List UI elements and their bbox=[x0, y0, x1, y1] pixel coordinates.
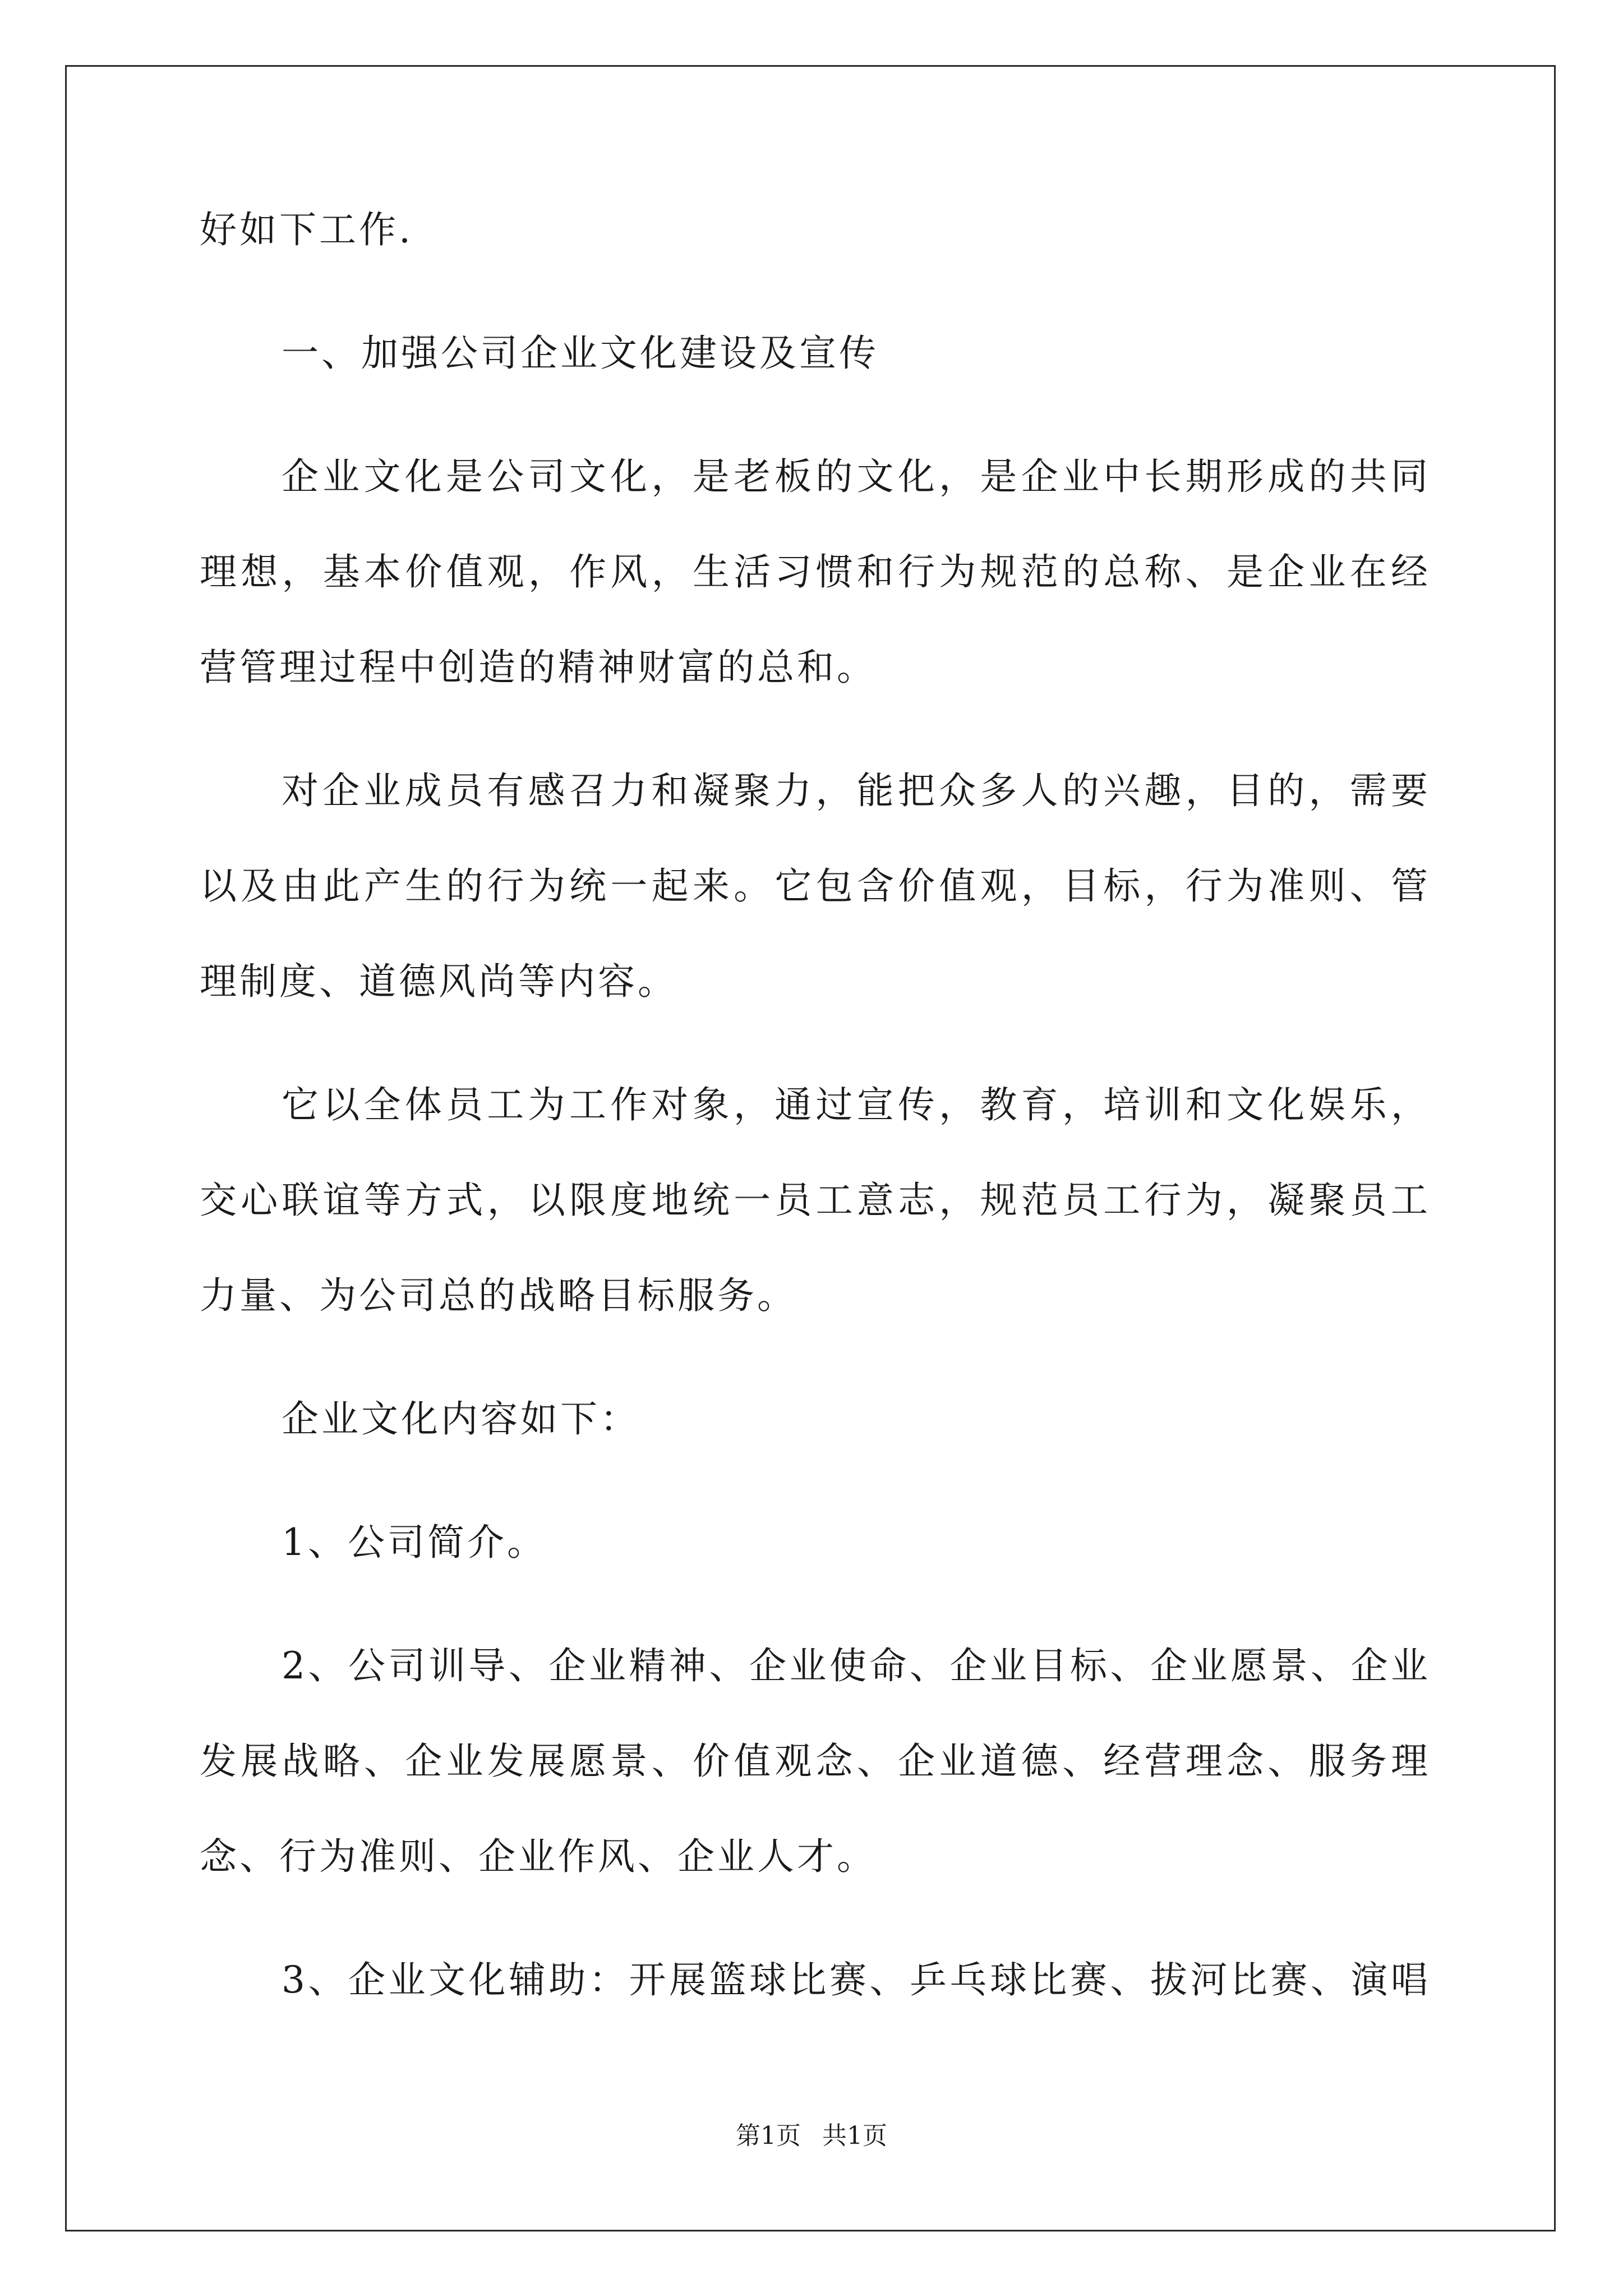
page-total: 共1页 bbox=[822, 2122, 887, 2150]
text-line: 以及由此产生的行为统一起来。它包含价值观，目标，行为准则、管 bbox=[200, 864, 1428, 908]
text-line: 发展战略、企业发展愿景、价值观念、企业道德、经营理念、服务理 bbox=[200, 1740, 1428, 1783]
text-line: 它以全体员工为工作对象，通过宣传，教育，培训和文化娱乐， bbox=[282, 1083, 1428, 1126]
text-line: 理想，基本价值观，作风，生活习惯和行为规范的总称、是企业在经 bbox=[200, 550, 1428, 593]
text-line: 营管理过程中创造的精神财富的总和。 bbox=[200, 646, 877, 689]
page-number: 第1页 bbox=[736, 2122, 801, 2150]
text-line: 好如下工作. bbox=[200, 208, 413, 251]
text-line: 企业文化是公司文化，是老板的文化，是企业中长期形成的共同 bbox=[282, 455, 1428, 498]
text-line: 念、行为准则、企业作风、企业人才。 bbox=[200, 1835, 877, 1878]
text-line: 交心联谊等方式，以限度地统一员工意志，规范员工行为，凝聚员工 bbox=[200, 1179, 1428, 1222]
text-line: 力量、为公司总的战略目标服务。 bbox=[200, 1274, 797, 1317]
section-heading: 一、加强公司企业文化建设及宣传 bbox=[282, 332, 879, 375]
list-item: 2、公司训导、企业精神、企业使命、企业目标、企业愿景、企业 bbox=[282, 1644, 1428, 1687]
page-footer bbox=[0, 2122, 1623, 2151]
list-item: 1、公司简介。 bbox=[282, 1521, 547, 1564]
page-border bbox=[65, 65, 1556, 2231]
text-line: 理制度、道德风尚等内容。 bbox=[200, 960, 677, 1003]
list-item: 3、企业文化辅助：开展篮球比赛、乒乓球比赛、拔河比赛、演唱 bbox=[282, 1958, 1428, 2001]
text-line: 企业文化内容如下： bbox=[282, 1397, 640, 1441]
text-line: 对企业成员有感召力和凝聚力，能把众多人的兴趣，目的，需要 bbox=[282, 769, 1428, 812]
